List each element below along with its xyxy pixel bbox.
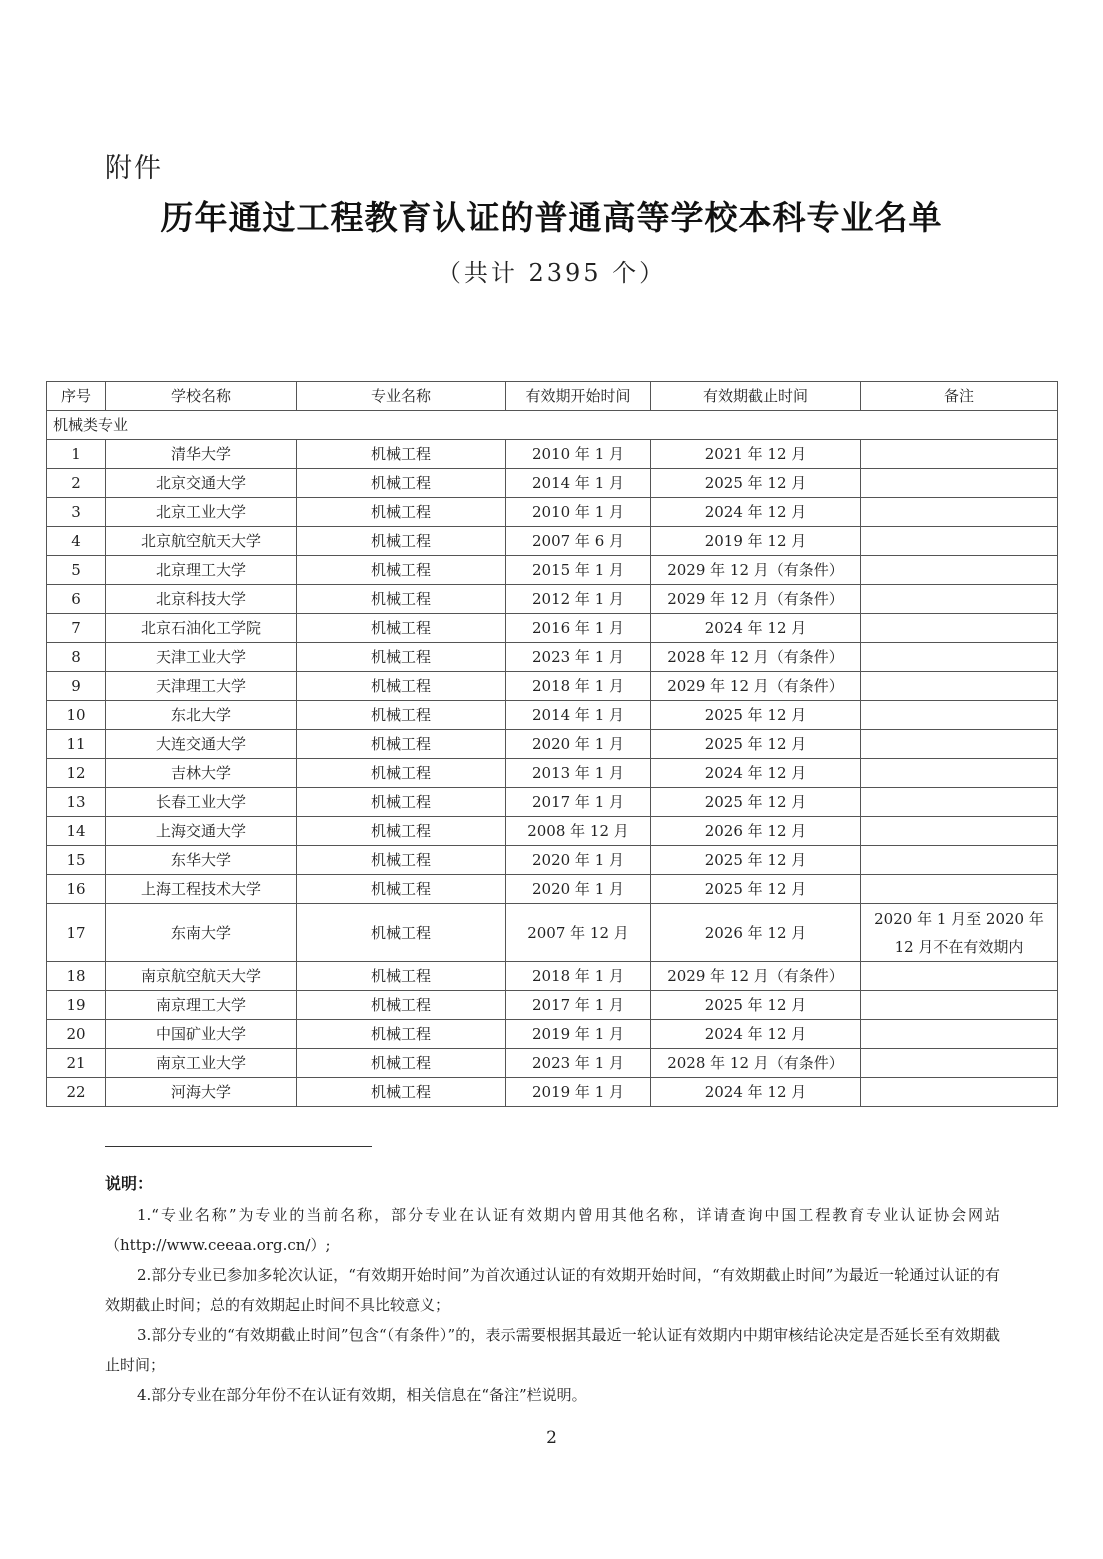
cell-no: 17 — [47, 904, 106, 962]
cell-major: 机械工程 — [297, 904, 506, 962]
cell-end: 2026 年 12 月 — [651, 817, 861, 846]
cell-end: 2029 年 12 月（有条件） — [651, 556, 861, 585]
cell-remark — [861, 759, 1058, 788]
cell-no: 22 — [47, 1078, 106, 1107]
cell-start: 2014 年 1 月 — [506, 701, 651, 730]
cell-major: 机械工程 — [297, 701, 506, 730]
cell-school: 大连交通大学 — [106, 730, 297, 759]
cell-no: 7 — [47, 614, 106, 643]
cell-major: 机械工程 — [297, 991, 506, 1020]
cell-remark — [861, 730, 1058, 759]
cell-end: 2024 年 12 月 — [651, 1078, 861, 1107]
cell-no: 6 — [47, 585, 106, 614]
cell-end: 2025 年 12 月 — [651, 469, 861, 498]
cell-end: 2021 年 12 月 — [651, 440, 861, 469]
cell-remark — [861, 585, 1058, 614]
cell-no: 18 — [47, 962, 106, 991]
cell-major: 机械工程 — [297, 440, 506, 469]
cell-end: 2024 年 12 月 — [651, 759, 861, 788]
cell-start: 2017 年 1 月 — [506, 991, 651, 1020]
cell-major: 机械工程 — [297, 672, 506, 701]
cell-end: 2026 年 12 月 — [651, 904, 861, 962]
cell-start: 2023 年 1 月 — [506, 643, 651, 672]
table-row — [47, 440, 1058, 469]
cell-start: 2018 年 1 月 — [506, 672, 651, 701]
cell-start: 2018 年 1 月 — [506, 962, 651, 991]
cell-no: 2 — [47, 469, 106, 498]
cell-remark — [861, 846, 1058, 875]
cell-no: 13 — [47, 788, 106, 817]
cell-school: 上海工程技术大学 — [106, 875, 297, 904]
table-row — [47, 614, 1058, 643]
cell-no: 10 — [47, 701, 106, 730]
cell-start: 2010 年 1 月 — [506, 498, 651, 527]
cell-major: 机械工程 — [297, 788, 506, 817]
cell-end: 2029 年 12 月（有条件） — [651, 672, 861, 701]
cell-school: 河海大学 — [106, 1078, 297, 1107]
cell-school: 天津理工大学 — [106, 672, 297, 701]
table-row — [47, 991, 1058, 1020]
cell-start: 2010 年 1 月 — [506, 440, 651, 469]
cell-major: 机械工程 — [297, 556, 506, 585]
cell-end: 2025 年 12 月 — [651, 701, 861, 730]
cell-end: 2024 年 12 月 — [651, 498, 861, 527]
cell-major: 机械工程 — [297, 643, 506, 672]
cell-school: 上海交通大学 — [106, 817, 297, 846]
cell-school: 南京理工大学 — [106, 991, 297, 1020]
cell-end: 2025 年 12 月 — [651, 788, 861, 817]
cell-school: 中国矿业大学 — [106, 1020, 297, 1049]
header-start: 有效期开始时间 — [506, 382, 651, 411]
cell-school: 北京交通大学 — [106, 469, 297, 498]
cell-remark — [861, 817, 1058, 846]
header-school: 学校名称 — [106, 382, 297, 411]
cell-no: 4 — [47, 527, 106, 556]
cell-school: 天津工业大学 — [106, 643, 297, 672]
table-row — [47, 1078, 1058, 1107]
cell-remark — [861, 1020, 1058, 1049]
table-header-row — [47, 382, 1058, 411]
cell-school: 长春工业大学 — [106, 788, 297, 817]
cell-major: 机械工程 — [297, 759, 506, 788]
cell-no: 9 — [47, 672, 106, 701]
table-row — [47, 904, 1058, 962]
cell-remark — [861, 643, 1058, 672]
notes-list — [105, 1200, 1000, 1410]
cell-no: 16 — [47, 875, 106, 904]
cell-start: 2014 年 1 月 — [506, 469, 651, 498]
cell-school: 东北大学 — [106, 701, 297, 730]
cell-end: 2029 年 12 月（有条件） — [651, 962, 861, 991]
cell-school: 南京航空航天大学 — [106, 962, 297, 991]
table-row — [47, 1020, 1058, 1049]
cell-major: 机械工程 — [297, 1020, 506, 1049]
table-row — [47, 817, 1058, 846]
header-end: 有效期截止时间 — [651, 382, 861, 411]
cell-remark — [861, 1078, 1058, 1107]
table-row — [47, 846, 1058, 875]
cell-end: 2028 年 12 月（有条件） — [651, 643, 861, 672]
cell-school: 北京石油化工学院 — [106, 614, 297, 643]
cell-major: 机械工程 — [297, 527, 506, 556]
cell-major: 机械工程 — [297, 469, 506, 498]
cell-end: 2019 年 12 月 — [651, 527, 861, 556]
header-no: 序号 — [47, 382, 106, 411]
document-subtitle: （共计 2395 个） — [436, 259, 667, 287]
cell-major: 机械工程 — [297, 875, 506, 904]
section-label: 机械类专业 — [47, 411, 1058, 440]
cell-major: 机械工程 — [297, 730, 506, 759]
cell-start: 2023 年 1 月 — [506, 1049, 651, 1078]
cell-school: 东南大学 — [106, 904, 297, 962]
cell-major: 机械工程 — [297, 1049, 506, 1078]
cell-start: 2019 年 1 月 — [506, 1020, 651, 1049]
cell-remark — [861, 498, 1058, 527]
footnote-divider — [105, 1146, 372, 1147]
cell-remark — [861, 440, 1058, 469]
cell-major: 机械工程 — [297, 585, 506, 614]
cell-school: 北京工业大学 — [106, 498, 297, 527]
cell-major: 机械工程 — [297, 962, 506, 991]
cell-start: 2007 年 6 月 — [506, 527, 651, 556]
table-row — [47, 962, 1058, 991]
cell-no: 20 — [47, 1020, 106, 1049]
cell-no: 8 — [47, 643, 106, 672]
header-major: 专业名称 — [297, 382, 506, 411]
table-row — [47, 469, 1058, 498]
cell-no: 21 — [47, 1049, 106, 1078]
cell-start: 2015 年 1 月 — [506, 556, 651, 585]
cell-remark — [861, 527, 1058, 556]
notes-title: 说明： — [105, 1174, 154, 1193]
cell-major: 机械工程 — [297, 614, 506, 643]
cell-remark — [861, 672, 1058, 701]
cell-no: 1 — [47, 440, 106, 469]
cell-no: 15 — [47, 846, 106, 875]
cell-start: 2008 年 12 月 — [506, 817, 651, 846]
table-row — [47, 701, 1058, 730]
cell-start: 2016 年 1 月 — [506, 614, 651, 643]
cell-remark — [861, 556, 1058, 585]
cell-end: 2025 年 12 月 — [651, 991, 861, 1020]
cell-school: 北京理工大学 — [106, 556, 297, 585]
cell-remark — [861, 788, 1058, 817]
attachment-label: 附件 — [105, 153, 163, 184]
table-row — [47, 585, 1058, 614]
cell-end: 2025 年 12 月 — [651, 846, 861, 875]
cell-no: 12 — [47, 759, 106, 788]
cell-major: 机械工程 — [297, 1078, 506, 1107]
cell-major: 机械工程 — [297, 817, 506, 846]
cell-major: 机械工程 — [297, 498, 506, 527]
table-row — [47, 498, 1058, 527]
note-item: 3.部分专业的“有效期截止时间”包含“（有条件）”的，表示需要根据其最近一轮认证有效期内中期审核结论决定是否延长至有效期截止时间； — [105, 1326, 1000, 1374]
cell-end: 2029 年 12 月（有条件） — [651, 585, 861, 614]
note-item: 1.“专业名称”为专业的当前名称，部分专业在认证有效期内曾用其他名称，详请查询中国工程教育专业认证协会网站（http://www.ceeaa.org.cn/）; — [105, 1206, 1000, 1254]
cell-start: 2013 年 1 月 — [506, 759, 651, 788]
cell-no: 14 — [47, 817, 106, 846]
cell-school: 北京科技大学 — [106, 585, 297, 614]
table-row — [47, 730, 1058, 759]
cell-end: 2025 年 12 月 — [651, 875, 861, 904]
cell-school: 东华大学 — [106, 846, 297, 875]
cell-end: 2028 年 12 月（有条件） — [651, 1049, 861, 1078]
cell-start: 2020 年 1 月 — [506, 730, 651, 759]
table-row — [47, 788, 1058, 817]
cell-remark — [861, 469, 1058, 498]
note-item: 2.部分专业已参加多轮次认证，“有效期开始时间”为首次通过认证的有效期开始时间，“有效期截止时间”为最近一轮通过认证的有效期截止时间；总的有效期起止时间不具比较意义； — [105, 1266, 1000, 1314]
table-row — [47, 556, 1058, 585]
cell-school: 清华大学 — [106, 440, 297, 469]
cell-remark — [861, 614, 1058, 643]
note-item: 4.部分专业在部分年份不在认证有效期，相关信息在“备注”栏说明。 — [137, 1386, 587, 1404]
page-number: 2 — [546, 1428, 557, 1448]
document-title: 历年通过工程教育认证的普通高等学校本科专业名单 — [160, 198, 943, 237]
cell-school: 北京航空航天大学 — [106, 527, 297, 556]
cell-start: 2020 年 1 月 — [506, 875, 651, 904]
cell-no: 11 — [47, 730, 106, 759]
cell-major: 机械工程 — [297, 846, 506, 875]
cell-end: 2025 年 12 月 — [651, 730, 861, 759]
table-row — [47, 672, 1058, 701]
accreditation-table — [46, 381, 1058, 1107]
table-row — [47, 875, 1058, 904]
cell-start: 2007 年 12 月 — [506, 904, 651, 962]
table-row — [47, 1049, 1058, 1078]
section-row — [47, 411, 1058, 440]
table-row — [47, 527, 1058, 556]
table-row — [47, 759, 1058, 788]
cell-no: 19 — [47, 991, 106, 1020]
cell-remark — [861, 991, 1058, 1020]
cell-school: 吉林大学 — [106, 759, 297, 788]
cell-remark — [861, 875, 1058, 904]
cell-start: 2020 年 1 月 — [506, 846, 651, 875]
cell-start: 2012 年 1 月 — [506, 585, 651, 614]
cell-end: 2024 年 12 月 — [651, 1020, 861, 1049]
header-remark: 备注 — [861, 382, 1058, 411]
table-row — [47, 643, 1058, 672]
cell-start: 2017 年 1 月 — [506, 788, 651, 817]
cell-school: 南京工业大学 — [106, 1049, 297, 1078]
cell-remark — [861, 962, 1058, 991]
cell-remark: 2020 年 1 月至 2020 年 12 月不在有效期内 — [861, 904, 1058, 962]
cell-no: 5 — [47, 556, 106, 585]
cell-start: 2019 年 1 月 — [506, 1078, 651, 1107]
cell-no: 3 — [47, 498, 106, 527]
cell-end: 2024 年 12 月 — [651, 614, 861, 643]
cell-remark — [861, 701, 1058, 730]
cell-remark — [861, 1049, 1058, 1078]
